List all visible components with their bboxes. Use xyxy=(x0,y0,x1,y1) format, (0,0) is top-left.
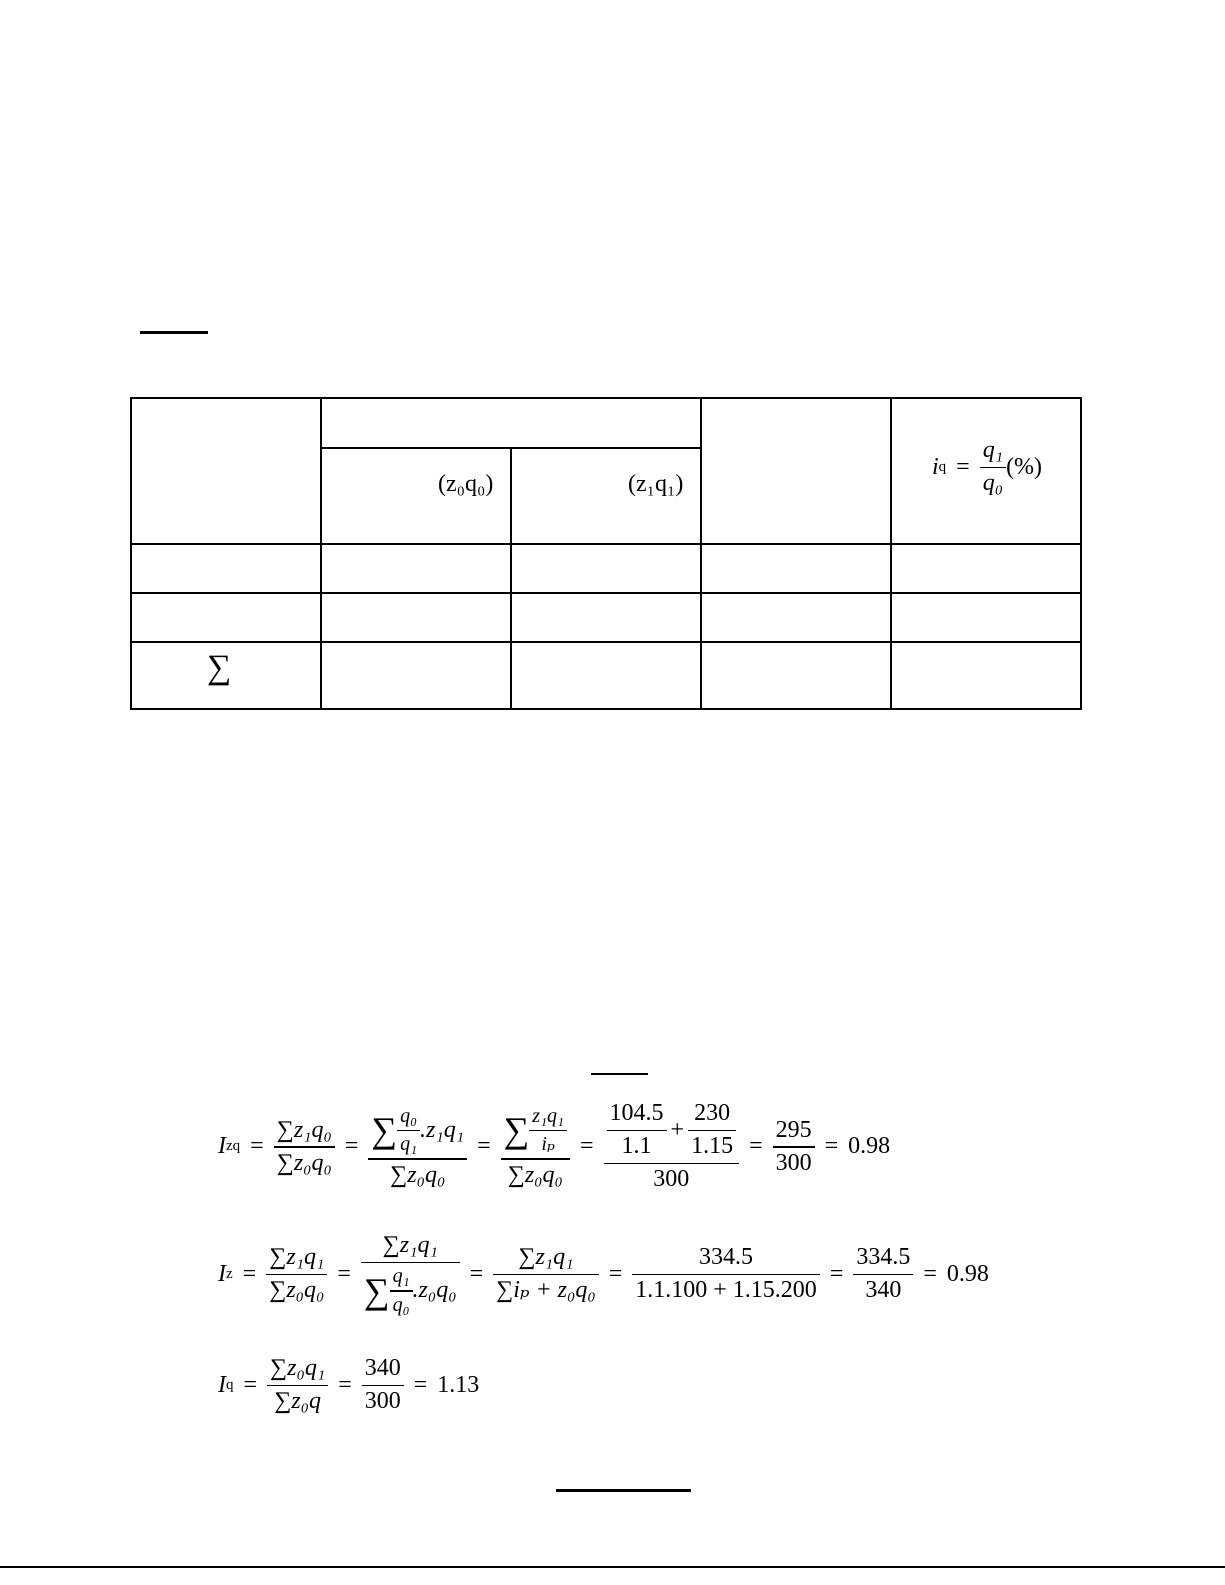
header-iq-formula: i q = $\frac{\text{q₁}}{\text{q₀}}$ (%) xyxy=(932,437,1043,497)
section-underline-3 xyxy=(556,1489,691,1492)
header-z1q1: (z₁q₁) xyxy=(628,471,684,497)
formula-izq: I zq = $\frac{\text{∑z₁q₀}}{\text{∑z₀q₀}}$ = ∑ $\frac{\text{q₀}}{\text{q₁}}$ .z₁q₁ ∑z₀q₀ = ∑ $\frac{\text{z₁q₁}}{\text{iₚ}}$ ∑z₀q₀ = $\frac{104.5}{1.1}$ + $\frac{230}{1.15}$ 300 = $\frac{295}{300}$ = 0.98 xyxy=(218,1100,891,1193)
sum-symbol: ∑ xyxy=(207,649,232,686)
formula-iq: I q = $\frac{\text{∑z₀q₁}}{\text{∑z₀q}}$ = $\frac{340}{300}$ = 1.13 xyxy=(218,1355,480,1415)
formula-iz: I z = $\frac{\text{∑z₁q₁}}{\text{∑z₀q₀}}$ = ∑z₁q₁ ∑ $\frac{\text{q₁}}{\text{q₀}}$ .z₀q₀ = $\frac{\text{∑z₁q₁}}{\text{∑iₚ + z₀q₀}}$ = $\frac{334.5}{1.1.100 + 1.15.200}$ = $\frac{334.5}{340}$ = 0.98 xyxy=(218,1232,989,1316)
section-underline-2 xyxy=(591,1073,648,1075)
page-bottom-rule xyxy=(0,1566,1225,1568)
header-z0q0: (z₀q₀) xyxy=(438,471,494,497)
index-table xyxy=(130,397,1082,710)
section-underline-1 xyxy=(140,331,208,334)
